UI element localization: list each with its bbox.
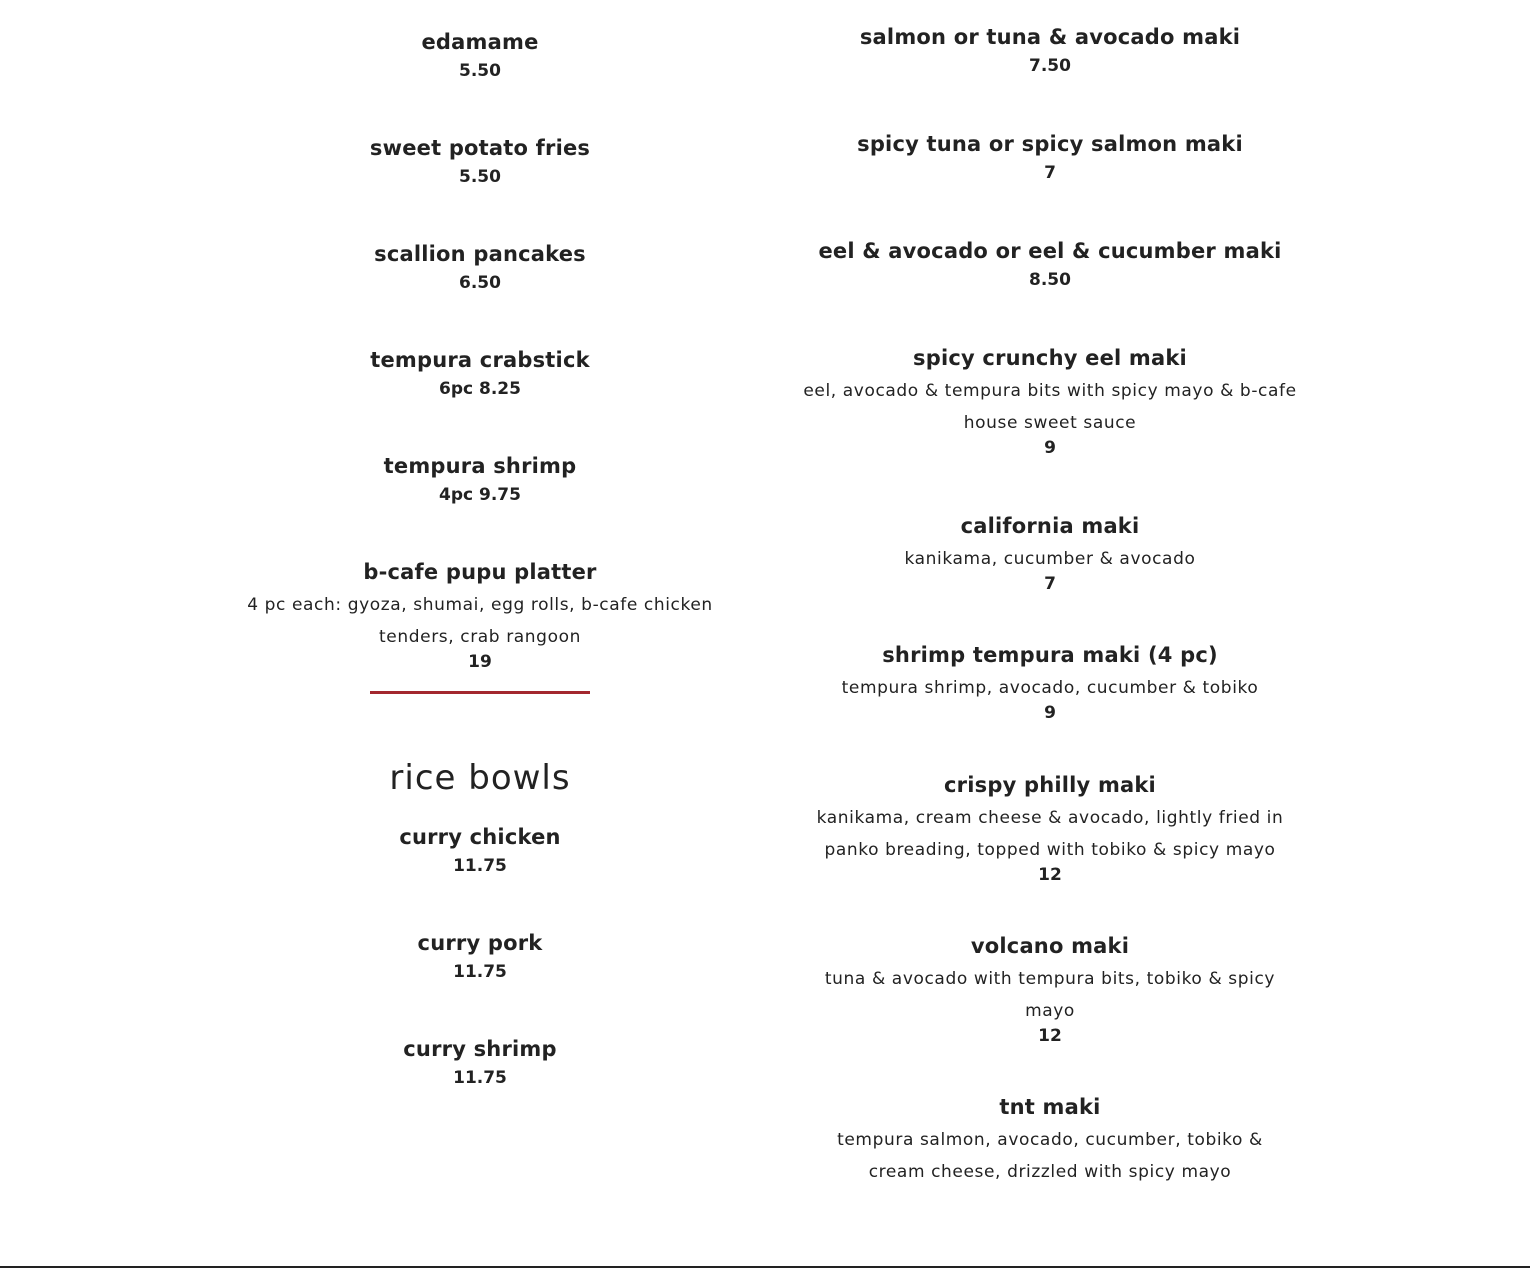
item-name: volcano maki xyxy=(970,934,1130,958)
item-name: eel & avocado or eel & cucumber maki xyxy=(818,239,1282,263)
item-name: shrimp tempura maki (4 pc) xyxy=(882,643,1218,667)
item-price: 7 xyxy=(1044,574,1056,594)
item-name: b-cafe pupu platter xyxy=(363,560,597,584)
item-price: 8.50 xyxy=(1029,270,1071,290)
item-price: 11.75 xyxy=(453,962,507,982)
item-price: 12 xyxy=(1038,865,1062,885)
item-name: tempura shrimp xyxy=(383,454,577,478)
menu-item xyxy=(370,346,590,401)
item-price: 6pc 8.25 xyxy=(439,379,521,399)
menu-item xyxy=(842,641,1259,725)
bottom-border xyxy=(0,1266,1530,1268)
menu-item xyxy=(418,929,543,984)
item-name: edamame xyxy=(421,30,539,54)
menu-item xyxy=(384,452,577,507)
item-name: scallion pancakes xyxy=(374,242,586,266)
menu-item xyxy=(805,771,1295,887)
item-description: tempura salmon, avocado, cucumber, tobiko & cream cheese, drizzled with spicy mayo xyxy=(837,1130,1263,1182)
section-divider xyxy=(370,691,590,694)
menu-item xyxy=(825,1093,1275,1188)
section-title: rice bowls xyxy=(389,758,571,798)
item-price: 5.50 xyxy=(459,167,501,187)
item-name: crispy philly maki xyxy=(944,773,1156,797)
item-price: 5.50 xyxy=(459,61,501,81)
item-description: 4 pc each: gyoza, shumai, egg rolls, b-cafe chicken tenders, crab rangoon xyxy=(247,595,713,647)
menu-item xyxy=(370,134,590,189)
item-price: 4pc 9.75 xyxy=(439,485,521,505)
item-name: california maki xyxy=(960,514,1140,538)
menu-item xyxy=(818,237,1281,292)
item-name: salmon or tuna & avocado maki xyxy=(859,25,1241,49)
item-name: curry pork xyxy=(417,931,543,955)
item-price: 11.75 xyxy=(453,856,507,876)
item-name: sweet potato fries xyxy=(369,136,591,160)
item-name: curry shrimp xyxy=(403,1037,557,1061)
item-price: 11.75 xyxy=(453,1068,507,1088)
menu-item xyxy=(403,1035,556,1090)
item-description: eel, avocado & tempura bits with spicy mayo & b-cafe house sweet sauce xyxy=(803,381,1297,433)
item-price: 9 xyxy=(1044,438,1056,458)
item-price: 7 xyxy=(1044,163,1056,183)
right-menu-column xyxy=(800,0,1300,1188)
item-description: tuna & avocado with tempura bits, tobiko & spicy mayo xyxy=(824,969,1276,1021)
item-price: 6.50 xyxy=(459,273,501,293)
menu-item xyxy=(800,344,1300,460)
menu-item xyxy=(905,512,1196,596)
menu-item xyxy=(399,823,560,878)
menu-item xyxy=(421,28,538,83)
item-price: 19 xyxy=(468,652,492,672)
item-name: spicy crunchy eel maki xyxy=(913,346,1187,370)
left-menu-column xyxy=(240,0,720,1141)
menu-item xyxy=(810,932,1290,1048)
menu-item xyxy=(857,130,1243,185)
item-description: kanikama, cucumber & avocado xyxy=(904,549,1196,569)
item-price: 7.50 xyxy=(1029,56,1071,76)
item-price: 9 xyxy=(1044,703,1056,723)
menu-item xyxy=(374,240,586,295)
menu-item xyxy=(240,558,720,674)
menu-item xyxy=(860,23,1240,78)
item-description: kanikama, cream cheese & avocado, lightly fried in panko breading, topped with tobiko & spicy mayo xyxy=(816,808,1284,860)
item-name: spicy tuna or spicy salmon maki xyxy=(857,132,1243,156)
item-name: curry chicken xyxy=(399,825,561,849)
item-name: tempura crabstick xyxy=(370,348,590,372)
item-name: tnt maki xyxy=(999,1095,1101,1119)
item-description: tempura shrimp, avocado, cucumber & tobiko xyxy=(841,678,1259,698)
item-price: 12 xyxy=(1038,1026,1062,1046)
